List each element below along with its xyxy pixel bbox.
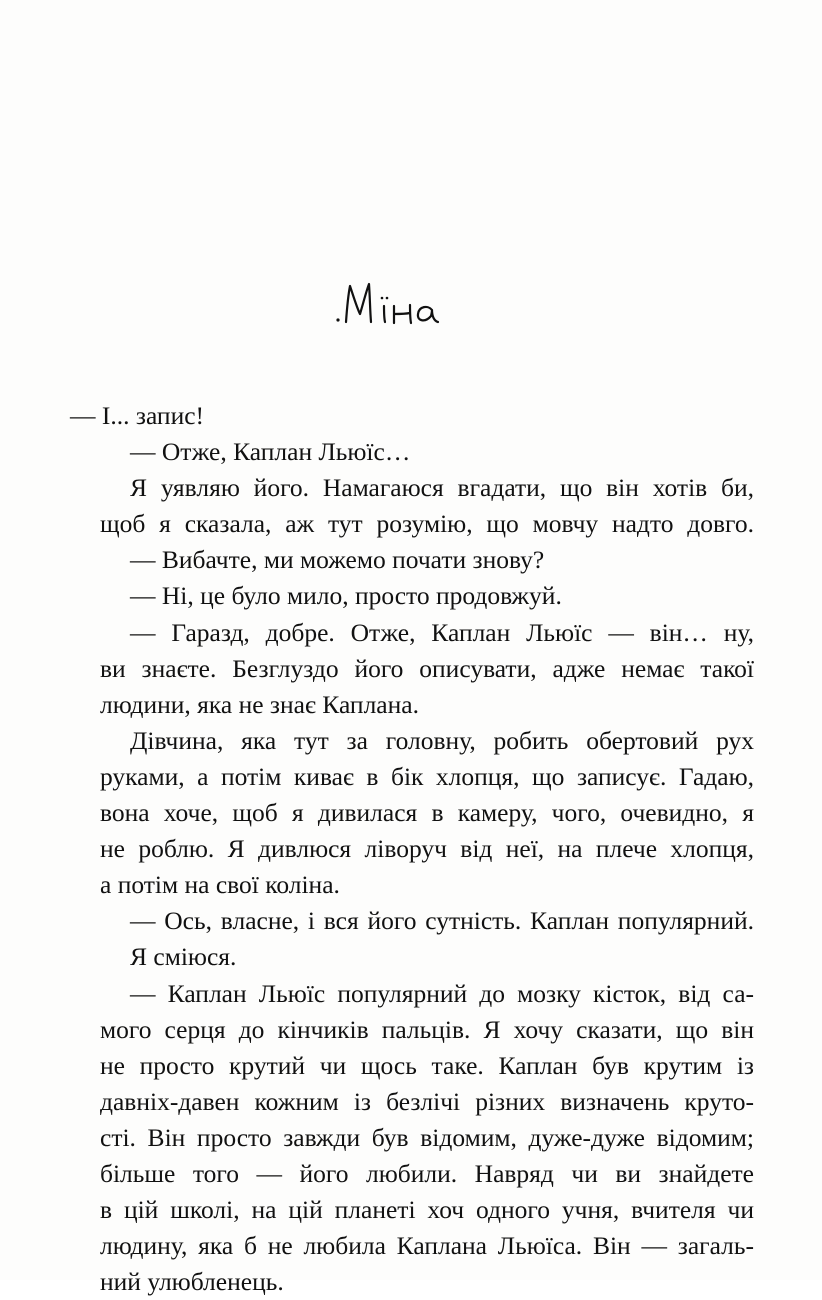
text-line: людину, яка б не любила Каплана Льюїса. Він — загаль- <box>70 1228 754 1264</box>
text-line: в цій школі, на цій планеті хоч одного учня, вчителя чи <box>70 1192 754 1228</box>
text-line: — Вибачте, ми можемо почати знову? <box>70 542 754 578</box>
paragraph <box>70 615 754 723</box>
text-line: ви знаєте. Безглуздо його описувати, адже немає такої <box>70 651 754 687</box>
text-line: більше того — його любили. Навряд чи ви знайдете <box>70 1156 754 1192</box>
text-line: не роблю. Я дивлюся ліворуч від неї, на плече хлопця, <box>70 831 754 867</box>
text-line: — Гаразд, добре. Отже, Каплан Льюїс — він… ну, <box>70 615 754 651</box>
paragraph <box>70 723 754 903</box>
text-line: ний улюбленець. <box>70 1264 754 1300</box>
text-line: щоб я сказала, аж тут розумію, що мовчу надто довго. <box>70 506 754 542</box>
text-line: вона хоче, щоб я дивилася в камеру, чого, очевидно, я <box>70 795 754 831</box>
paragraph <box>70 903 754 939</box>
paragraph <box>70 434 754 470</box>
paragraph <box>70 939 754 975</box>
text-line: — І... запис! <box>70 398 754 434</box>
chapter-title-text <box>300 338 301 339</box>
text-line: — Каплан Льюїс популярний до мозку кісток, від са- <box>70 976 754 1012</box>
text-line: Я сміюся. <box>70 939 754 975</box>
text-line: людини, яка не знає Каплана. <box>70 687 754 723</box>
handwritten-chapter-title <box>300 268 460 338</box>
text-line: а потім на свої коліна. <box>70 867 754 903</box>
paragraph <box>70 542 754 578</box>
text-line: Дівчина, яка тут за головну, робить обертовий рух <box>70 723 754 759</box>
paragraph <box>70 398 754 434</box>
text-line: давніх-давен кожним із безлічі різних визначень круто- <box>70 1084 754 1120</box>
paragraph <box>70 470 754 542</box>
text-line: мого серця до кінчиків пальців. Я хочу сказати, що він <box>70 1012 754 1048</box>
paragraph <box>70 578 754 614</box>
paragraph <box>70 976 754 1300</box>
text-line: не просто крутий чи щось таке. Каплан був крутим із <box>70 1048 754 1084</box>
text-line: — Отже, Каплан Льюїс… <box>70 434 754 470</box>
text-line: руками, а потім киває в бік хлопця, що записує. Гадаю, <box>70 759 754 795</box>
chapter-title <box>300 268 460 338</box>
body-text <box>70 398 754 1300</box>
text-line: сті. Він просто завжди був відомим, дуже-дуже відомим; <box>70 1120 754 1156</box>
text-line: — Ось, власне, і вся його сутність. Каплан популярний. <box>70 903 754 939</box>
text-line: Я уявляю його. Намагаюся вгадати, що він хотів би, <box>70 470 754 506</box>
text-line: — Ні, це було мило, просто продовжуй. <box>70 578 754 614</box>
